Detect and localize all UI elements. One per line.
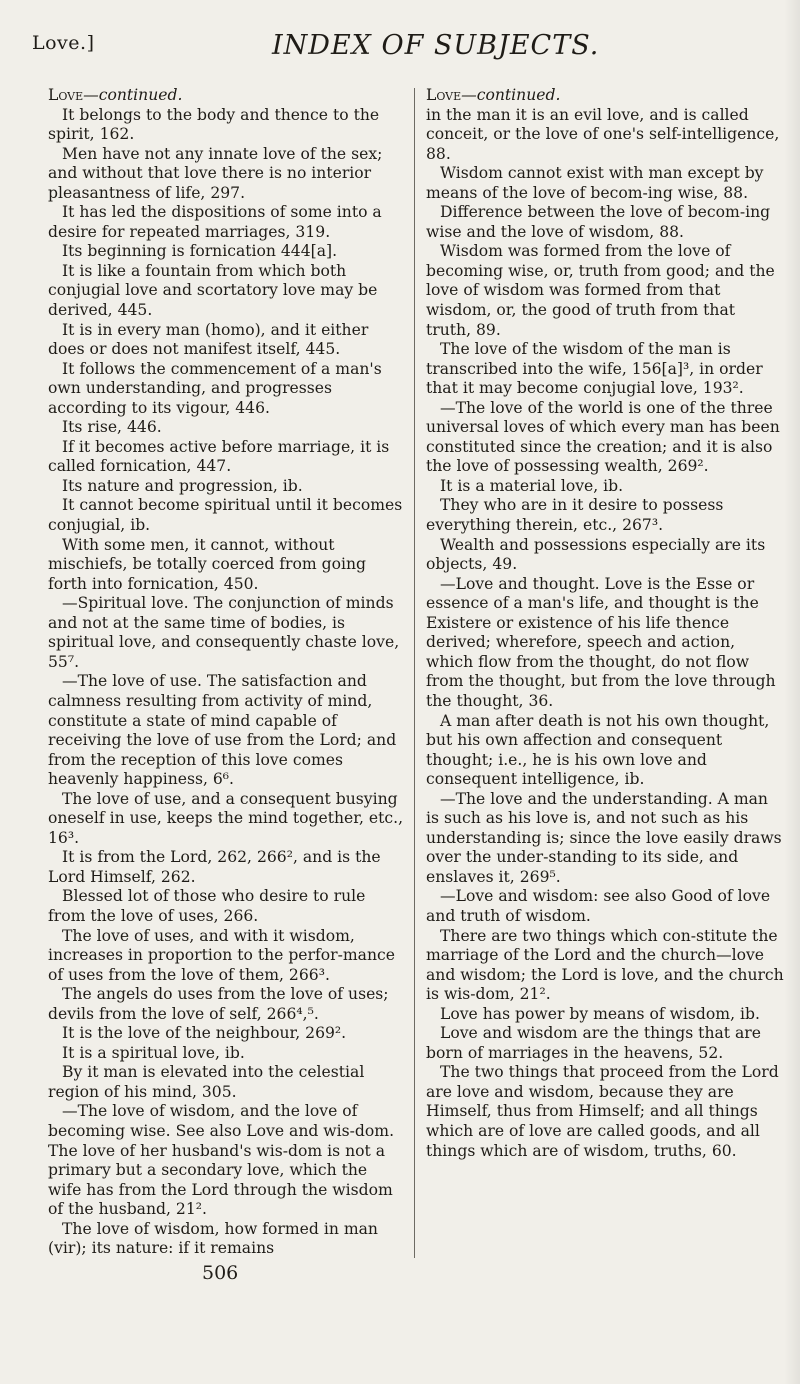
heading-word: Love [48,86,84,104]
left-column [48,86,404,1259]
page-edge-shadow [784,0,800,1384]
index-entry: Wisdom cannot exist with man except by means of the love of becom-ing wise, 88. [426,164,764,202]
index-entry: It belongs to the body and thence to the spirit, 162. [48,105,380,144]
subheading-entry: —The love and the understanding. A man is such as his love is, and not such as his understanding is; since the love easily draws over the under-standing to its side, and enslaves it, 269⁵. [426,789,782,886]
index-entry: in the man it is an evil love, and is called conceit, or the love of one's self-intelligence, 88. [426,105,780,163]
index-entry: It is a spiritual love, ib. [62,1043,245,1062]
index-entry: A man after death is not his own thought, but his own affection and consequent thought; i.e., he is his own love and consequent intelligence, ib. [426,711,770,789]
running-head-section: Love.] [32,32,95,54]
index-entry: Blessed lot of those who desire to rule from the love of uses, 266. [48,887,366,925]
index-entry: The angels do uses from the love of uses; devils from the love of self, 266⁴,⁵. [48,985,389,1023]
index-entry: The two things that proceed from the Lord are love and wisdom, because they are Himself, thus from Himself; and all things which are of love are called goods, and all things which are of wisdom, truths, 60. [426,1063,779,1160]
index-entry: It follows the commencement of a man's own understanding, and progresses according to its vigour, 446. [48,359,382,417]
index-entry: It is like a fountain from which both conjugial love and scortatory love may be derived, 445. [48,261,378,320]
page-number: 506 [202,1262,239,1284]
index-entry: By it man is elevated into the celestial region of his mind, 305. [48,1063,365,1101]
subheading-entry: —Spiritual love. The conjunction of minds and not at the same time of bodies, is spiritual love, and consequently chaste love, 55⁷. [48,594,400,671]
index-entry: Difference between the love of becom-ing wise and the love of wisdom, 88. [426,203,771,241]
column-heading [48,86,404,106]
heading-word: Love [426,86,462,104]
subheading-entry: —Love and wisdom: see also Good of love and truth of wisdom. [426,887,771,925]
index-entry: The love of uses, and with it wisdom, increases in proportion to the perfor-mance of uses from the love of them, 266³. [48,926,395,984]
index-entry: With some men, it cannot, without mischiefs, be totally coerced from going forth into fornication, 450. [48,535,367,593]
index-entry: It is the love of the neighbour, 269². [62,1024,347,1043]
index-entry: It cannot become spiritual until it becomes conjugial, ib. [48,496,403,535]
index-entry: The love of the wisdom of the man is transcribed into the wife, 156[a]³, in order that it may become conjugial love, 193². [426,340,763,398]
index-entry: Its rise, 446. [62,418,162,437]
index-entry: Wealth and possessions especially are its objects, 49. [426,535,766,574]
index-entry: Love and wisdom are the things that are born of marriages in the heavens, 52. [426,1024,761,1062]
index-entry: It is in every man (homo), and it either does or does not manifest itself, 445. [48,320,369,359]
index-entry: Wisdom was formed from the love of becoming wise, or, truth from good; and the love of wisdom was formed from that wisdom, or, the good of truth from that truth, 89. [426,242,775,339]
right-column [426,86,784,1161]
heading-continued: —continued. [461,86,561,104]
index-entry: Its nature and progression, ib. [62,476,303,495]
index-entry: Its beginning is fornication 444[a]. [62,242,338,261]
index-entry: Men have not any innate love of the sex; and without that love there is no interior pleasantness of life, 297. [48,144,383,202]
subheading-entry: —Love and thought. Love is the Esse or essence of a man's life, and thought is the Existere or existence of his life thence derived; wherefore, speech and action, which flow from the thought, do not flow from the thought, but from the love through the thought, 36. [426,574,776,710]
column-heading [426,86,784,106]
running-head [32,30,800,70]
column-divider [414,88,415,1258]
index-entry: It has led the dispositions of some into a desire for repeated marriages, 319. [48,203,382,241]
index-entry: They who are in it desire to possess everything therein, etc., 267³. [426,496,724,535]
index-entry: It is from the Lord, 262, 266², and is the Lord Himself, 262. [48,848,381,886]
index-entry: The love of wisdom, how formed in man (vir); its nature: if it remains [48,1219,378,1258]
index-entry: Love has power by means of wisdom, ib. [440,1004,760,1023]
subheading-entry: —The love of wisdom, and the love of becoming wise. See also Love and wis-dom. The love of her husband's wis-dom is not a primary but a secondary love, which the wife has from the Lord through the wisdom of the husband, 21². [48,1102,395,1219]
index-entry: There are two things which con-stitute the marriage of the Lord and the church—love and wisdom; the Lord is love, and the church is wis-dom, 21². [426,926,784,1004]
running-head-title: INDEX OF SUBJECTS. [272,30,600,61]
subheading-entry: —The love of use. The satisfaction and calmness resulting from activity of mind, constitute a state of mind capable of receiving the love of use from the Lord; and from the reception of this love comes heavenly happiness, 6⁶. [48,672,397,789]
heading-continued: —continued. [83,86,183,104]
index-entry: If it becomes active before marriage, it is called fornication, 447. [48,437,390,476]
index-entry: It is a material love, ib. [440,476,624,495]
index-entry: The love of use, and a consequent busying oneself in use, keeps the mind together, etc., 16³. [48,789,404,847]
subheading-entry: —The love of the world is one of the three universal loves of which every man has been constituted since the creation; and it is also the love of possessing wealth, 269². [426,398,780,476]
